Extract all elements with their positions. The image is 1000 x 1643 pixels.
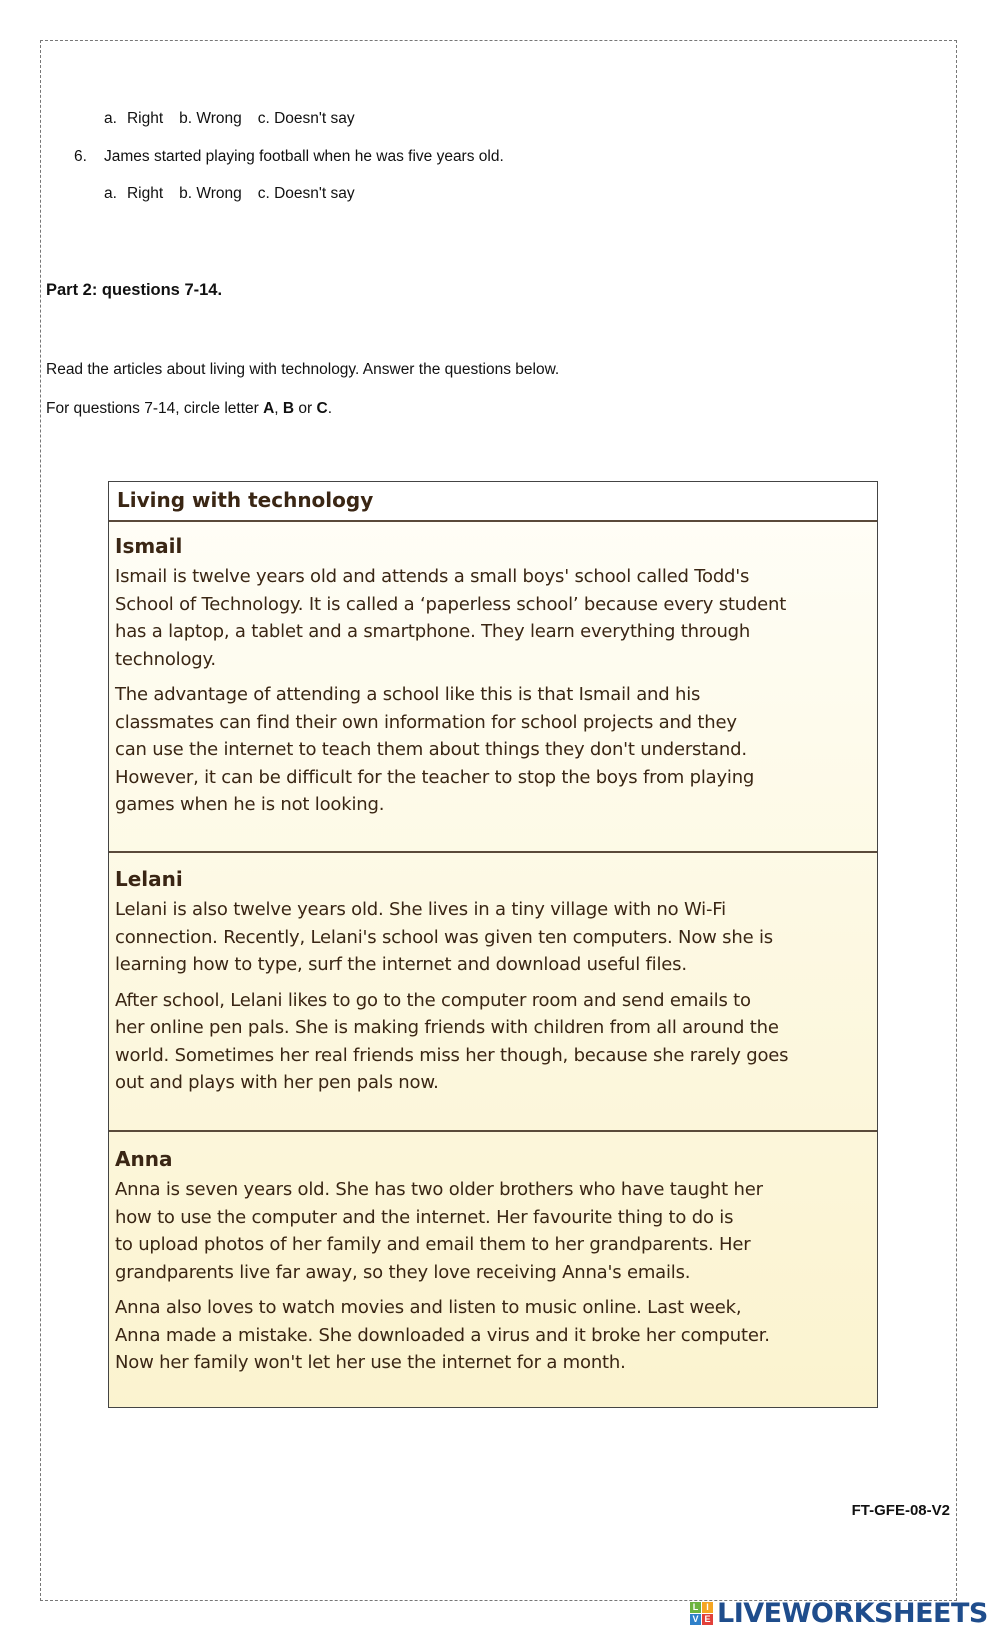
text-line: connection. Recently, Lelani's school was given ten computers. Now she is [115,926,773,948]
separator: or [294,400,317,417]
instruction-read: Read the articles about living with technology. Answer the questions below. [46,361,560,378]
option-doesnt-say[interactable]: c. Doesn't say [257,185,355,202]
paragraph [115,896,877,979]
text-line: The advantage of attending a school like this is that Ismail and his [115,684,701,705]
text-line: out and plays with her pen pals now. [115,1072,439,1093]
letter-a: A [263,400,275,417]
document-code: FT-GFE-08-V2 [851,1502,950,1519]
option-a-label[interactable]: a. [104,110,117,127]
text-line: However, it can be difficult for the teacher to stop the boys from playing [115,766,755,788]
article-box [108,481,878,1408]
part2-heading: Part 2: questions 7-14. [46,281,223,299]
option-right[interactable]: Right [126,185,164,202]
logo-letter: V [690,1614,701,1625]
separator: , [274,400,283,417]
letter-b: B [282,400,295,417]
paragraph [115,563,877,673]
text-line: Ismail is twelve years old and attends a small boys' school called Todd's [115,566,750,587]
option-wrong[interactable]: b. Wrong [179,185,242,202]
text-line: how to use the computer and the internet. Her favourite thing to do is [115,1206,734,1228]
option-doesnt-say[interactable]: c. Doesn't say [257,110,355,127]
text-line: Anna is seven years old. She has two older brothers who have taught her [115,1179,763,1200]
section-ismail [109,529,877,827]
text-line: technology. [115,648,216,670]
paragraph [115,1294,877,1377]
q6-number: 6. [74,148,87,165]
section-anna [109,1142,877,1385]
text-line: Now her family won't let her use the internet for a month. [115,1352,626,1373]
text-line: learning how to type, surf the internet and download useful files. [115,954,687,975]
text-line: After school, Lelani likes to go to the computer room and send emails to [115,989,751,1011]
paragraph [115,987,877,1097]
option-wrong[interactable]: b. Wrong [179,110,242,127]
text-line: classmates can find their own information for school projects and they [115,711,737,733]
article-title: Living with technology [109,482,877,522]
text-line: grandparents live far away, so they love receiving Anna's emails. [115,1261,691,1283]
text-line: Lelani is also twelve years old. She lives in a tiny village with no Wi-Fi [115,899,726,920]
text-line: has a laptop, a tablet and a smartphone. They learn everything through [115,621,751,642]
text-line: to upload photos of her family and email them to her grandparents. Her [115,1234,751,1255]
paragraph [115,1176,877,1286]
section-heading: Lelani [115,867,183,891]
text-line: Anna also loves to watch movies and listen to music online. Last week, [115,1297,742,1318]
letter-c: C [316,400,328,417]
liveworksheets-logo[interactable] [690,1598,988,1629]
q6-text: James started playing football when he was five years old. [104,148,504,165]
option-right[interactable]: Right [126,110,164,127]
text-line: games when he is not looking. [115,794,385,815]
text-line: her online pen pals. She is making friends with children from all around the [115,1017,779,1038]
section-heading: Anna [115,1147,173,1171]
logo-text: LIVEWORKSHEETS [717,1598,988,1629]
text-line: world. Sometimes her real friends miss her though, because she rarely goes [115,1044,789,1066]
section-divider [109,851,877,853]
paragraph [115,681,877,819]
logo-letter: I [702,1602,713,1613]
logo-icon [690,1602,713,1625]
instruction-circle [46,400,332,418]
q6-options [104,185,371,203]
text-line: School of Technology. It is called a ‘paperless school’ because every student [115,593,787,615]
text-line: Anna made a mistake. She downloaded a virus and it broke her computer. [115,1324,770,1346]
q5-options [104,110,371,128]
text-line: can use the internet to teach them about things they don't understand. [115,739,747,760]
logo-letter: E [702,1614,713,1625]
instruction-text: For questions 7-14, circle letter [46,400,264,417]
section-divider [109,1130,877,1132]
period: . [327,400,333,417]
section-heading: Ismail [115,534,183,558]
section-lelani [109,862,877,1105]
option-a-label[interactable]: a. [104,185,117,202]
logo-letter: L [690,1602,701,1613]
